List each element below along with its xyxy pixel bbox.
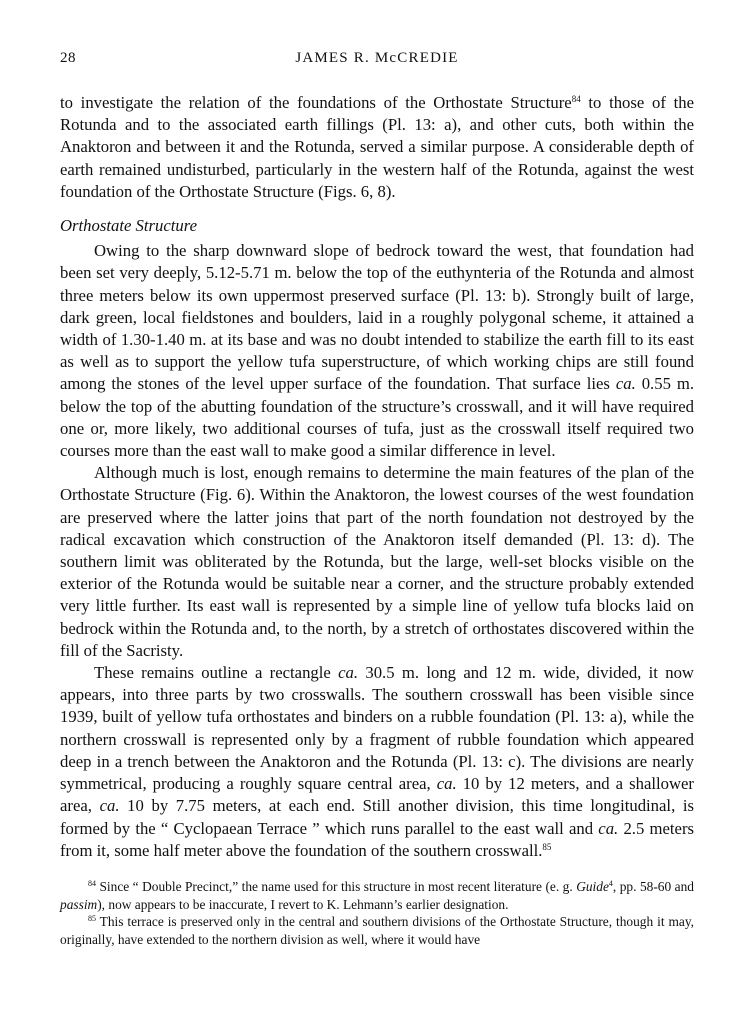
page-number: 28 [60, 50, 76, 66]
paragraph-continued [60, 92, 694, 203]
italic-abbrev: ca. [436, 774, 457, 794]
text-run: to investigate the relation of the foundations of the Orthostate Structure [60, 93, 572, 112]
paragraph: Although much is lost, enough remains to determine the main features of the plan of the Orthostate Structure (Fig. 6). Within the Anaktoron, the lowest courses of the west foundation are preserved where the latter joins that part of the north foundation not destroyed by the radical excavation which construction of the Anaktoron itself demanded (Pl. 13: d). The southern limit was obliterated by the Rotunda, but the large, well-set blocks visible on the exterior of the Rotunda would be suitable near a corner, and the structure probably extended very little further. Its east wall is represented by a simple line of yellow tufa blocks laid on bedrock within the Rotunda and, to the north, by a stretch of orthostates discovered within the fill of the Sacristy. [60, 463, 694, 660]
text-run: to those of the Rotunda and to the associated earth fillings (Pl. 13: a), and other cuts, both within the Anaktoron and between it and the Rotunda, served a similar purpose. A considerable depth of earth remained undisturbed, particularly in the western half of the Rotunda, against the west foundation of the Orthostate Structure (Figs. 6, 8). [60, 93, 694, 201]
footnote-number: 85 [88, 914, 96, 924]
text-run: Owing to the sharp downward slope of bedrock toward the west, that foundation had been set very deeply, 5.12-5.71 m. below the top of the euthynteria of the Rotunda and almost three meters below its own uppermost preserved surface (Pl. 13: b). Strongly built of large, dark green, local fieldstones and boulders, laid in a roughly polygonal scheme, it attained a width of 1.30-1.40 m. at its base and was no doubt intended to stabilize the earth fill to its east as well as to support the yellow tufa superstructure, of which working chips are still found among the stones of the level upper surface of the foundation. That surface lies [60, 241, 694, 394]
italic-abbrev: ca. [598, 818, 619, 838]
italic-abbrev: ca. [615, 374, 636, 394]
italic-term: passim [60, 896, 98, 912]
text-run: 10 by 12 meters, and a shallower area, [60, 774, 694, 816]
italic-abbrev: ca. [99, 796, 120, 816]
text-run: , pp. 58-60 and [612, 879, 694, 894]
text-run: These remains outline a rectangle [94, 663, 339, 683]
footnotes [60, 878, 694, 948]
footnote-85 [60, 913, 694, 948]
paragraph [60, 240, 694, 462]
text-run: Since “ Double Precinct,” the name used for this structure in most recent literature (e. g. [96, 879, 577, 894]
page-header [60, 50, 694, 74]
section-heading: Orthostate Structure [60, 216, 198, 236]
text-run: This terrace is preserved only in the central and southern divisions of the Orthostate Structure, though it may, originally, have extended to the northern division as well, where it would have [60, 914, 694, 947]
text-run: 10 by 7.75 meters, at each end. Still another division, this time longitudinal, is formed by the “ Cyclopaean Terrace ” which runs parallel to the east wall and [60, 796, 694, 838]
text-run: 30.5 m. long and 12 m. wide, divided, it now appears, into three parts by two crosswalls. The southern crosswall has been visible since 1939, built of yellow tufa orthostates and binders on a rubble foundation (Pl. 13: a), while the northern crosswall is represented only by a fragment of rubble foundation which appeared deep in a trench between the Anaktoron and the Rotunda (Pl. 13: c). The divisions are nearly symmetrical, producing a roughly square central area, [60, 663, 694, 794]
edition-superscript: 4 [608, 879, 613, 888]
footnote-ref-84: 84 [571, 94, 581, 104]
main-text [60, 92, 694, 862]
italic-abbrev: ca. [338, 663, 359, 683]
footnote-84 [60, 878, 694, 913]
text-run: 0.55 m. below the top of the abutting foundation of the structure’s crosswall, and it will have required one or, more likely, two additional courses of tufa, just as the crosswall itself required two courses more than the east wall to make good a similar difference in level. [60, 374, 694, 461]
text-run: 2.5 meters from it, some half meter above the foundation of the southern crosswall. [60, 818, 694, 860]
running-head: JAMES R. McCREDIE [295, 50, 459, 66]
footnote-ref-85: 85 [542, 841, 552, 852]
text-run: ), now appears to be inaccurate, I revert to K. Lehmann’s earlier designation. [97, 896, 509, 912]
footnote-number: 84 [88, 879, 96, 888]
italic-title: Guide [576, 879, 609, 894]
paragraph [60, 662, 694, 862]
